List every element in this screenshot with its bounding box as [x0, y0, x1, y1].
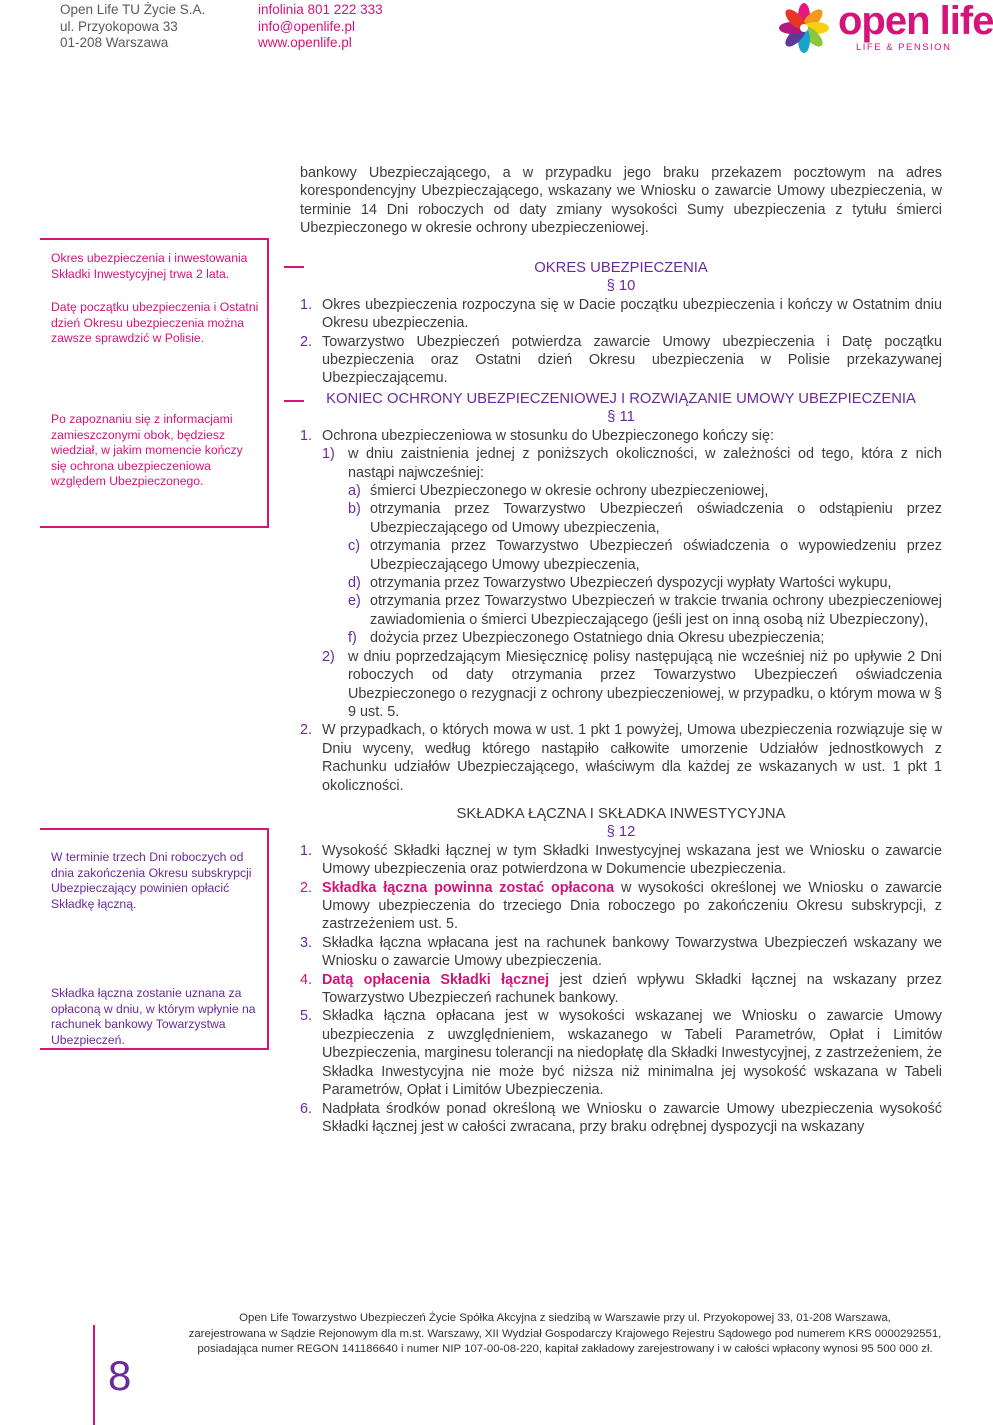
section-number: § 10 [606, 278, 636, 295]
highlight-text: Datą opłacenia Składki łącznej [322, 971, 550, 988]
section-12 [300, 805, 942, 1136]
sub-sub-item: e) otrzymania przez Towarzystwo Ubezpieczeń w trakcie trwania ochrony ubezpieczeniowej zawiadomienia o śmierci Ubezpieczającego (jeśli jest on inną osobą niż Ubezpieczony), [348, 593, 942, 628]
flower-icon [776, 0, 832, 56]
hotline: infolinia 801 222 333 [258, 2, 383, 17]
logo-subtitle: LIFE & PENSION [856, 42, 952, 53]
note-coverage-end: Po zapoznaniu się z informacjami zamieszczonymi obok, będziesz wiedział, w jakim momencie kończy się ochrona ubezpieczeniowa względem Ubezpieczonego. [51, 412, 243, 488]
note-insurance-period: Okres ubezpieczenia i inwestowania Składki Inwestycyjnej trwa 2 lata. [51, 251, 248, 281]
company-street: ul. Przyokopowa 33 [60, 18, 178, 34]
sub-sub-item: b) otrzymania przez Towarzystwo Ubezpieczeń oświadczenia o odstąpieniu przez Ubezpieczającego od Umowy ubezpieczenia, [348, 501, 942, 536]
sub-sub-item: f) dożycia przez Ubezpieczonego Ostatniego dnia Okresu ubezpieczenia; [348, 630, 825, 647]
footer-divider [93, 1325, 95, 1425]
sub-sub-item: c) otrzymania przez Towarzystwo Ubezpieczeń oświadczenia o wypowiedzeniu przez Ubezpieczającego Umowy ubezpieczenia, [348, 538, 942, 573]
list-item: 1. Wysokość Składki łącznej w tym Składki Inwestycyjnej wskazana jest we Wniosku o zawarcie Umowy ubezpieczenia oraz potwierdzona w Dokumencie ubezpieczenia. [300, 842, 942, 878]
list-item: 2. W przypadkach, o których mowa w ust. 1 pkt 1 powyżej, Umowa ubezpieczenia rozwiązuje się w Dniu wyceny, według którego nastąpiło całkowite umorzenie Udziałów jednostkowych z Rachunku udziałów Ubezpieczającego, właściwym dla każdej ze wskazanych w ust. 1 pkt 1 okoliczności. [300, 722, 942, 794]
logo-text: open life [838, 0, 993, 43]
footer-legal: Open Life Towarzystwo Ubezpieczeń Życie Spółka Akcyjna z siedzibą w Warszawie przy ul. Przyokopowej 33, 01-208 Warszawa, zarejestrowana w Sądzie Rejonowym dla m.st. Warszawy, XII Wydział Gospodarczy Krajowego Rejestru Sądowego pod numerem KRS 0000292551, posiadająca numer REGON 141186640 i numer NIP 107-00-08-220, kapitał zakładowy zarejestrowany i w całości wpłacony wynosi 95 500 000 zł. [188, 1312, 942, 1355]
section-number: § 12 [606, 824, 636, 841]
list-item: 6. Nadpłata środków ponad określoną we Wniosku o zawarcie Umowy ubezpieczenia wysokość Składki łącznej jest w całości zwracana, przy braku odrębnej dyspozycji na wskazany [300, 1100, 942, 1135]
list-item: 4. Datą opłacenia Składki łącznej jest dzień wpływu Składki łącznej na wskazany przez Towarzystwo Ubezpieczeń rachunek bankowy. [300, 971, 942, 1007]
sub-sub-item: a) śmierci Ubezpieczonego w okresie ochrony ubezpieczeniowej, [348, 483, 769, 500]
note-policy-dates: Datę początku ubezpieczenia i Ostatni dzień Okresu ubezpieczenia można zawsze sprawdzić w Polisie. [51, 300, 259, 345]
highlight-text: Składka łączna powinna zostać opłacona [322, 879, 615, 896]
list-item: 3. Składka łączna wpłacana jest na rachunek bankowy Towarzystwa Ubezpieczeń wskazany we Wniosku o zawarcie Umowy ubezpieczenia. [300, 934, 942, 970]
sub-item: 1) w dniu zaistnienia jednej z poniższych okoliczności, w zależności od tego, która z nich nastąpi najwcześniej: [322, 446, 942, 481]
section-10 [300, 259, 942, 388]
list-item: 2. Towarzystwo Ubezpieczeń potwierdza zawarcie Umowy ubezpieczenia i Datę początku ubezpieczenia oraz Ostatni dzień Okresu ubezpieczenia w Polisie przekazywanej Ubezpieczającemu. [300, 333, 942, 387]
section-11 [300, 390, 942, 795]
list-item: 2. Składka łączna powinna zostać opłacona w wysokości określonej we Wniosku o zawarcie Umowy ubezpieczenia do trzeciego Dnia roboczego po zakończeniu Okresu subskrypcji, z zastrzeżeniem ust. 5. [300, 879, 942, 933]
website-link[interactable]: www.openlife.pl [258, 35, 352, 50]
page-number: 8 [108, 1352, 132, 1399]
intro-paragraph: bankowy Ubezpieczającego, a w przypadku jego braku przekazem pocztowym na adres korespondencyjny Ubezpieczającego, wskazany we Wniosku o zawarcie Umowy ubezpieczenia, w terminie 14 Dni roboczych od daty zmiany wysokości Sumy ubezpieczenia z tytułu śmierci Ubezpieczonego w okresie ochrony ubezpieczeniowej. [300, 165, 942, 237]
company-contact [258, 2, 383, 52]
sub-item: 2) w dniu poprzedzającym Miesięcznicę polisy następującą nie wcześniej niż po upływie 2 Dni roboczych od daty otrzymania przez Towarzystwo Ubezpieczeń oświadczenia Ubezpieczonego o rezygnacji z ochrony ubezpieczeniowej, w przypadku, o którym mowa w § 9 ust. 5. [322, 648, 942, 720]
list-item: 1. Ochrona ubezpieczeniowa w stosunku do Ubezpieczonego kończy się: [300, 427, 774, 444]
list-item: 1. Okres ubezpieczenia rozpoczyna się w Dacie początku ubezpieczenia i kończy w Ostatnim dniu Okresu ubezpieczenia. [300, 296, 942, 332]
email-link[interactable]: info@openlife.pl [258, 18, 356, 34]
section-number: § 11 [607, 409, 635, 426]
list-item: 5. Składka łączna opłacana jest w wysokości wskazanej we Wniosku o zawarcie Umowy ubezpieczenia z uwzględnieniem, wskazanego w Tabeli Parametrów, Opłat i Limitów Ubezpieczenia, marginesu tolerancji na niedopłatę dla Składki Inwestycyjnej, z zastrzeżeniem, że Składka Inwestycyjna nie może być niższa niż minimalna jej wysokość wskazana w Tabeli Parametrów, Opłat i Limitów Ubezpieczenia. [300, 1008, 942, 1099]
section-title: OKRES UBEZPIECZENIA [534, 260, 708, 276]
open-life-logo [776, 0, 993, 54]
company-city: 01-208 Warszawa [60, 35, 169, 50]
sub-sub-item: d) otrzymania przez Towarzystwo Ubezpieczeń dyspozycji wypłaty Wartości wykupu, [348, 575, 892, 592]
company-name: Open Life TU Życie S.A. [60, 2, 206, 17]
note-payment-date: Składka łączna zostanie uznana za opłaconą w dniu, w którym wpłynie na rachunek bankowy Towarzystwa Ubezpieczeń. [51, 986, 256, 1047]
note-payment-deadline: W terminie trzech Dni roboczych od dnia zakończenia Okresu subskrypcji Ubezpieczający powinien opłacić Składkę łączną. [51, 850, 252, 911]
section-title: KONIEC OCHRONY UBEZPIECZENIOWEJ I ROZWIĄZANIE UMOWY UBEZPIECZENIA [326, 391, 916, 407]
company-address [60, 2, 205, 52]
section-title: SKŁADKA ŁĄCZNA I SKŁADKA INWESTYCYJNA [456, 806, 786, 822]
